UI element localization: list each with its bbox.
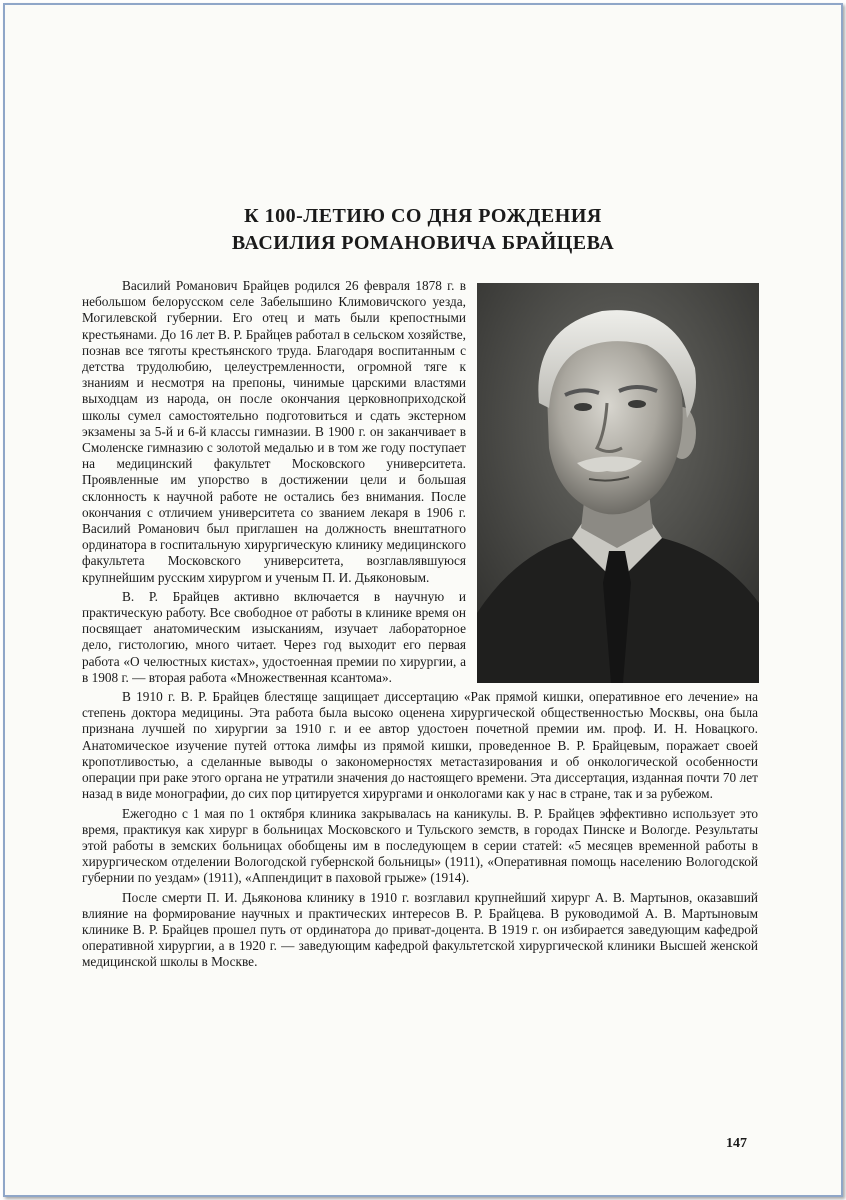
paragraph-4: Ежегодно с 1 мая по 1 октября клиника закрывалась на каникулы. В. Р. Брайцев эффективно использует это время, практикуя как хирург в больницах Московского и Тульского земств, в городах Пинске и Вологде. Результаты этой работы в земских больницах обобщены им в последующем в серии статей: «5 месяцев временной работы в хирургическом отделении Вологодской губернской больницы» (1911), «Оперативная помощь населению Вологодской губернии по уездам» (1911), «Аппендицит в паховой грыже» (1914).: [82, 805, 758, 886]
paragraph-3: В 1910 г. В. Р. Брайцев блестяще защищает диссертацию «Рак прямой кишки, оперативное его лечение» на степень доктора медицины. Эта работа была высоко оценена хирургической общественностью Москвы, она была признана лучшей по хирургии за 1910 г. и ее автор удостоен почетной премии им. проф. И. Н. Новацкого. Анатомическое изучение путей оттока лимфы из прямой кишки, проведенное В. Р. Брайцевым, поражает своей кропотливостью, а сделанные выводы о закономерностях метастазирования и об онкологической особенности операции при раке этого органа не утратили значения до настоящего времени. Эта диссертация, изданная почти 70 лет назад в виде монографии, до сих пор цитируется хирургами и онкологами как у нас в стране, так и за рубежом.: [82, 689, 758, 802]
photo-spacer: [476, 278, 758, 686]
paragraph-1: Василий Романович Брайцев родился 26 февраля 1878 г. в небольшом белорусском селе Забелышино Климовичского уезда, Могилевской губернии. Его отец и мать были крепостными крестьянами. До 16 лет В. Р. Брайцев работал в сельском хозяйстве, познав все тяготы крестьянского труда. Благодаря воспитанным с детства трудолюбию, целеустремленности, огромной тяге к знаниям и несмотря на препоны, чинимые царскими властями выходцам из народа, он после окончания церковноприходской школы сумел самостоятельно подготовиться и сдать экстерном экзамены за 5-й и 6-й классы гимназии. В 1900 г. он заканчивает в Смоленске гимназию с золотой медалью и в том же году поступает на медицинский факультет Московского университета. Проявленные им упорство в достижении цели и большая склонность к научной работе не остались без внимания. После окончания с отличием университета со званием лекаря в 1906 г. Василий Романович был приглашен на должность внештатного ординатора в госпитальную хирургическую клинику медицинского факультета Московского университета, возглавлявшуюся крупнейшим русским хирургом и ученым П. И. Дьяконовым.: [82, 278, 466, 585]
title-line-2: ВАСИЛИЯ РОМАНОВИЧА БРАЙЦЕВА: [231, 232, 615, 254]
paragraph-2: В. Р. Брайцев активно включается в научную и практическую работу. Все свободное от работы в клинике время он посвящает анатомическим изысканиям, изучает лабораторное дело, гистологию, много читает. Через год выходит его первая работа «О челюстных кистах», удостоенная премии по хирургии, а в 1908 г. — вторая работа «Множественная ксантома».: [82, 588, 466, 685]
title-line-1: К 100-ЛЕТИЮ СО ДНЯ РОЖДЕНИЯ: [244, 205, 602, 227]
article-body: [82, 278, 758, 974]
paragraph-5: После смерти П. И. Дьяконова клинику в 1910 г. возглавил крупнейший хирург А. В. Мартынов, оказавший влияние на формирование научных и практических интересов В. Р. Брайцева. В руководимой А. В. Мартыновым клинике В. Р. Брайцев прошел путь от ординатора до приват-доцента. В 1919 г. он избирается заведующим кафедрой оперативной хирургии, а в 1920 г. — заведующим кафедрой факультетской хирургической клиники Высшей женской медицинской школы в Москве.: [82, 889, 758, 970]
page-number: 147: [726, 1136, 747, 1151]
article-title: [0, 203, 846, 257]
